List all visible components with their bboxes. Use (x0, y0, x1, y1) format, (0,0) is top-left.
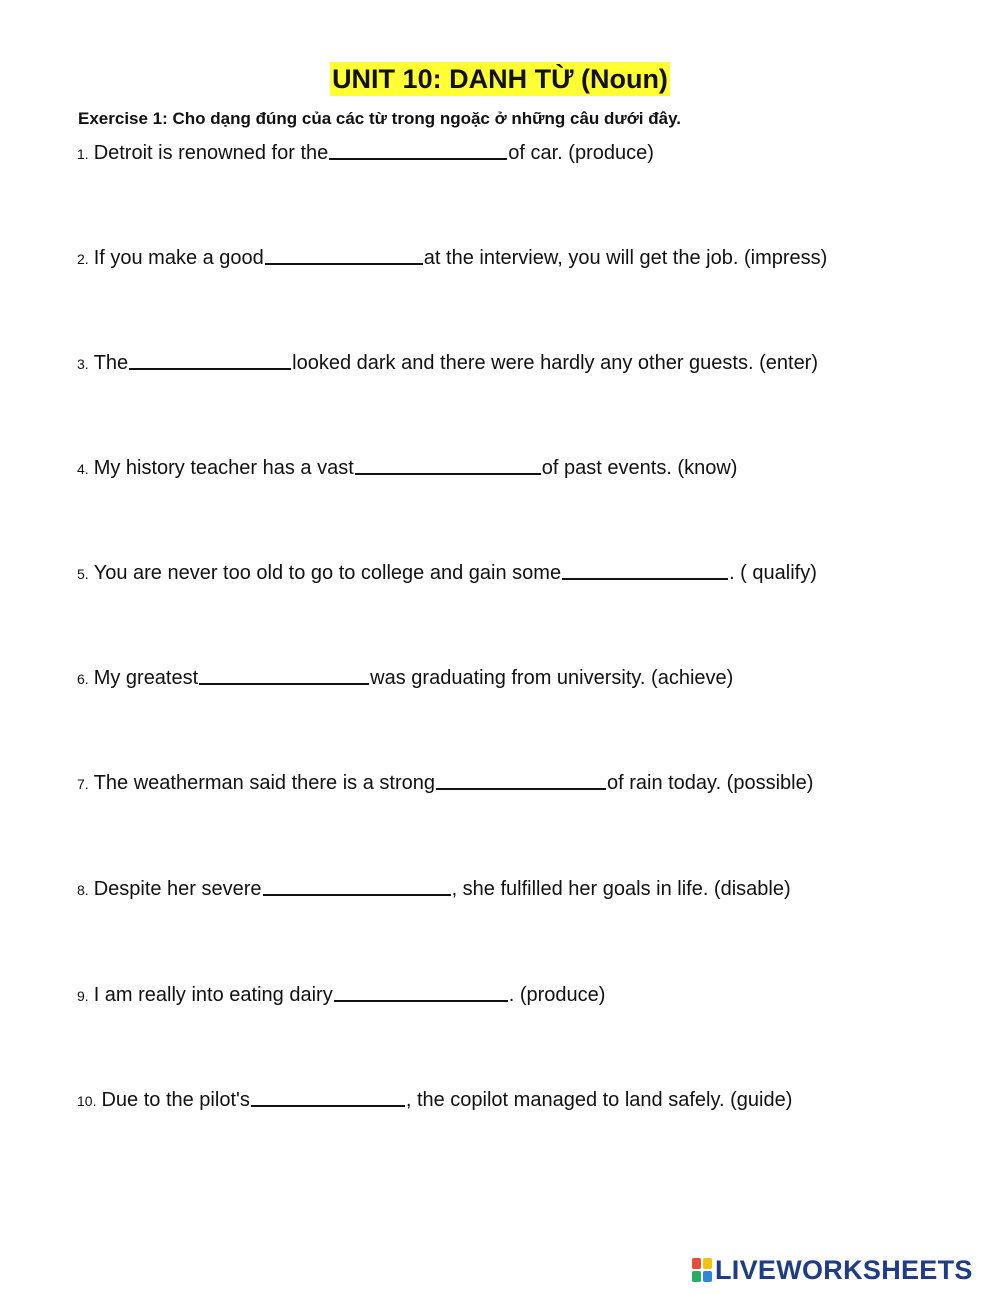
question-9 (77, 980, 605, 1009)
question-text-after: . ( qualify) (729, 562, 817, 584)
exercise-instruction: Exercise 1: Cho dạng đúng của các từ trong ngoặc ở những câu dưới đây. (78, 109, 681, 128)
question-text-before: Detroit is renowned for the (93, 142, 329, 164)
question-text-after: , the copilot managed to land safely. (guide) (405, 1089, 793, 1111)
answer-blank-2[interactable] (265, 243, 423, 265)
question-text-before: The (93, 352, 129, 374)
answer-blank-7[interactable] (436, 768, 606, 790)
question-number: 1. (77, 146, 89, 162)
question-text-before: My greatest (93, 667, 199, 689)
question-6 (77, 663, 733, 692)
question-7 (77, 768, 813, 797)
answer-blank-10[interactable] (251, 1085, 405, 1107)
question-text-before: I am really into eating dairy (93, 984, 333, 1006)
question-text-after: . (produce) (508, 984, 606, 1006)
question-text-before: You are never too old to go to college and gain some (93, 562, 562, 584)
page-title: UNIT 10: DANH TỪ (Noun) (332, 64, 668, 94)
answer-blank-9[interactable] (334, 980, 508, 1002)
question-text-after: , she fulfilled her goals in life. (disable) (451, 878, 791, 900)
question-text-after: of car. (produce) (508, 142, 654, 164)
question-number: 3. (77, 356, 89, 372)
question-text-before: Despite her severe (93, 878, 262, 900)
question-text-after: of past events. (know) (541, 457, 738, 479)
question-text-after: was graduating from university. (achieve) (370, 667, 734, 689)
question-number: 6. (77, 671, 89, 687)
question-text-before: Due to the pilot's (101, 1089, 250, 1111)
logo-text: LIVEWORKSHEETS (715, 1255, 973, 1285)
question-number: 9. (77, 988, 89, 1004)
answer-blank-8[interactable] (263, 874, 451, 896)
question-2 (77, 243, 827, 272)
question-text-before: My history teacher has a vast (93, 457, 354, 479)
question-text-before: If you make a good (93, 247, 264, 269)
question-text-after: looked dark and there were hardly any other guests. (enter) (292, 352, 819, 374)
question-text-after: at the interview, you will get the job. (impress) (423, 247, 828, 269)
title-container (0, 62, 1000, 96)
question-text-before: The weatherman said there is a strong (93, 772, 435, 794)
question-number: 10. (77, 1093, 97, 1109)
liveworksheets-logo[interactable] (692, 1256, 973, 1284)
question-4 (77, 453, 737, 482)
answer-blank-6[interactable] (199, 663, 369, 685)
question-3 (77, 348, 818, 377)
question-number: 8. (77, 882, 89, 898)
question-number: 5. (77, 566, 89, 582)
question-text-after: of rain today. (possible) (606, 772, 814, 794)
answer-blank-3[interactable] (129, 348, 291, 370)
question-10 (77, 1085, 792, 1114)
answer-blank-4[interactable] (355, 453, 541, 475)
question-number: 4. (77, 461, 89, 477)
question-8 (77, 874, 791, 903)
answer-blank-5[interactable] (562, 558, 728, 580)
question-1 (77, 138, 654, 167)
liveworksheets-logo-icon (692, 1258, 712, 1282)
question-number: 2. (77, 251, 89, 267)
answer-blank-1[interactable] (329, 138, 507, 160)
question-5 (77, 558, 817, 587)
question-number: 7. (77, 776, 89, 792)
